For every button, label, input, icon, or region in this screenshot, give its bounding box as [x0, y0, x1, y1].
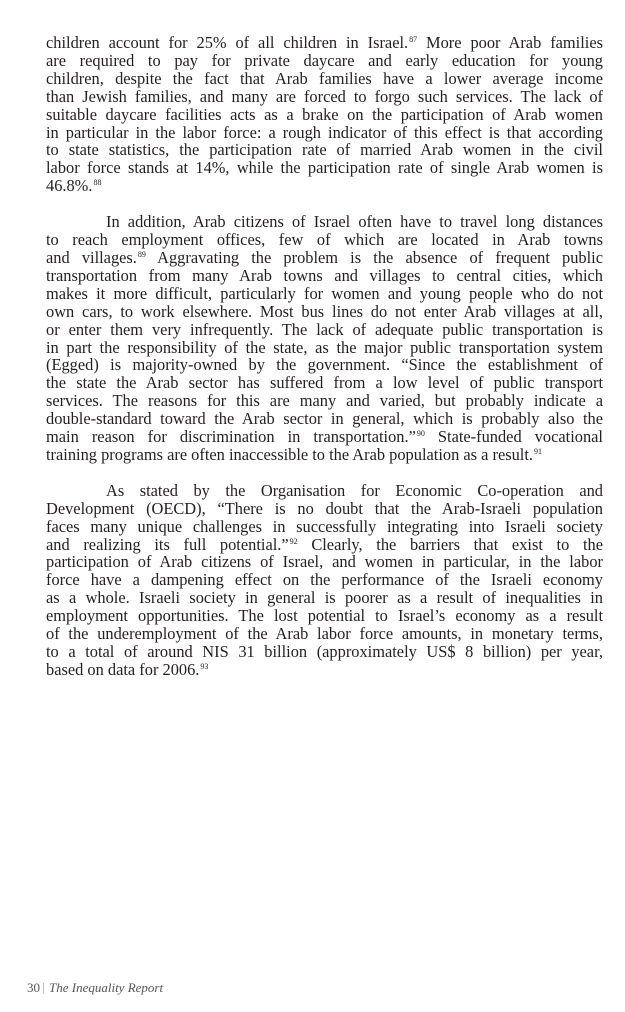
- line-text: own cars, to work elsewhere. Most bus lines do not enter Arab villages at all,: [46, 301, 603, 321]
- paragraph: [46, 213, 603, 464]
- line-text: are required to pay for private daycare and early education for young: [46, 50, 603, 70]
- text-line: [46, 88, 603, 106]
- text-line: [46, 267, 603, 285]
- line-text: to reach employment offices, few of which are located in Arab towns: [46, 230, 603, 250]
- paragraph: [46, 34, 603, 195]
- text-line: [46, 285, 603, 303]
- line-text-continued: Aggravating the problem is the absence of frequent public: [145, 247, 604, 267]
- line-text: faces many unique challenges in successfully integrating into Israeli society: [46, 516, 603, 536]
- text-line: [46, 249, 603, 267]
- line-text: services. The reasons for this are many and varied, but probably indicate a: [46, 391, 603, 411]
- line-text: As stated by the Organisation for Economic Co-operation and: [106, 480, 603, 500]
- line-text: the state the Arab sector has suffered from a low level of public transport: [46, 373, 603, 393]
- text-line: [46, 321, 603, 339]
- text-line: [46, 607, 603, 625]
- paragraph: [46, 482, 603, 679]
- text-line: [46, 410, 603, 428]
- text-line: [46, 177, 603, 195]
- text-line: [46, 625, 603, 643]
- footnote-reference[interactable]: 92: [289, 536, 298, 546]
- line-text: based on data for 2006.: [46, 659, 200, 679]
- line-text: children, despite the fact that Arab families have a lower average income: [46, 68, 603, 88]
- text-line: [46, 536, 603, 554]
- footnote-reference[interactable]: 88: [93, 178, 102, 188]
- page-footer: [27, 980, 163, 996]
- line-text: to state statistics, the participation rate of married Arab women in the civil: [46, 140, 603, 160]
- line-text: in particular in the labor force: a rough indicator of this effect is that according: [46, 122, 603, 142]
- text-line: [46, 428, 603, 446]
- line-text: as a whole. Israeli society in general is poorer as a result of inequalities in: [46, 588, 603, 608]
- text-line: [46, 392, 603, 410]
- text-line: [46, 106, 603, 124]
- text-line: [46, 70, 603, 88]
- line-text: and villages.: [46, 247, 137, 267]
- line-text: labor force stands at 14%, while the participation rate of single Arab women is: [46, 158, 603, 178]
- text-line: [46, 661, 603, 679]
- line-text: suitable daycare facilities acts as a brake on the participation of Arab women: [46, 104, 603, 124]
- text-line: [46, 141, 603, 159]
- footer-divider: [43, 983, 44, 994]
- text-line: [46, 500, 603, 518]
- line-text: training programs are often inaccessible to the Arab population as a result.: [46, 444, 534, 464]
- line-text: main reason for discrimination in transportation.”: [46, 427, 416, 447]
- text-line: [46, 231, 603, 249]
- footnote-reference[interactable]: 91: [534, 446, 543, 456]
- page-number: 30: [27, 980, 40, 995]
- line-text-continued: More poor Arab families: [417, 33, 603, 52]
- line-text: 46.8%.: [46, 176, 93, 196]
- line-text: force have a dampening effect on the performance of the Israeli economy: [46, 570, 603, 590]
- line-text: in part the responsibility of the state, as the major public transportation system: [46, 337, 603, 357]
- line-text: or enter them very infrequently. The lack of adequate public transportation is: [46, 319, 603, 339]
- line-text-continued: Clearly, the barriers that exist to the: [297, 534, 603, 554]
- text-line: [46, 356, 603, 374]
- line-text: to a total of around NIS 31 billion (approximately US$ 8 billion) per year,: [46, 642, 603, 661]
- footnote-reference[interactable]: 93: [200, 661, 209, 671]
- line-text: (Egged) is majority-owned by the government. “Since the establishment of: [46, 355, 603, 375]
- report-title: The Inequality Report: [49, 980, 164, 995]
- text-line: [46, 571, 603, 589]
- text-line: [46, 52, 603, 70]
- footnote-reference[interactable]: 89: [137, 249, 146, 259]
- text-line: [46, 553, 603, 571]
- line-text: transportation from many Arab towns and villages to central cities, which: [46, 265, 603, 285]
- text-line: [46, 124, 603, 142]
- footnote-reference[interactable]: 87: [409, 35, 418, 44]
- text-line: [46, 589, 603, 607]
- line-text: employment opportunities. The lost potential to Israel’s economy as a result: [46, 606, 603, 626]
- line-text: of the underemployment of the Arab labor force amounts, in monetary terms,: [46, 624, 603, 644]
- text-line: [46, 482, 603, 500]
- line-text-continued: State-funded vocational: [424, 427, 603, 447]
- line-text: In addition, Arab citizens of Israel often have to travel long distances: [106, 212, 603, 232]
- line-text: participation of Arab citizens of Israel, and women in particular, in the labor: [46, 552, 603, 572]
- body-text: [46, 34, 603, 679]
- line-text: double-standard toward the Arab sector in general, which is probably also the: [46, 409, 603, 429]
- text-line: [46, 34, 603, 52]
- text-line: [46, 643, 603, 661]
- line-text: and realizing its full potential.”: [46, 534, 289, 554]
- text-line: [46, 374, 603, 392]
- text-line: [46, 518, 603, 536]
- text-line: [46, 303, 603, 321]
- line-text: Development (OECD), “There is no doubt that the Arab-Israeli population: [46, 498, 603, 518]
- line-text: than Jewish families, and many are forced to forgo such services. The lack of: [46, 86, 603, 106]
- text-line: [46, 213, 603, 231]
- text-line: [46, 159, 603, 177]
- footnote-reference[interactable]: 90: [416, 429, 425, 439]
- line-text: children account for 25% of all children in Israel.: [46, 33, 409, 52]
- text-line: [46, 339, 603, 357]
- line-text: makes it more difficult, particularly for women and young people who do not: [46, 283, 603, 303]
- text-line: [46, 446, 603, 464]
